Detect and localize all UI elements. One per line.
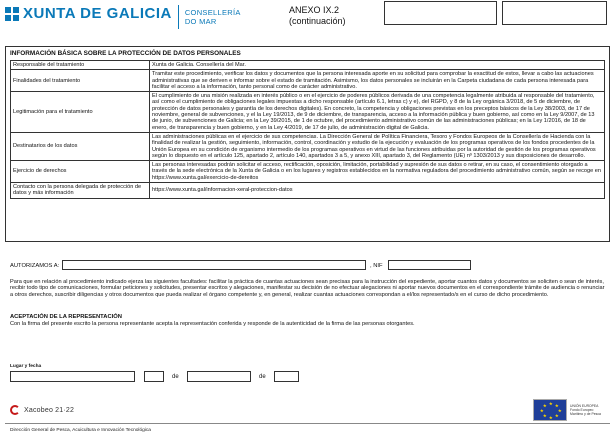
annex-label (289, 5, 346, 27)
rgpd-row-label: Destinatarios de los datos (11, 132, 150, 160)
nif-field[interactable] (388, 260, 471, 270)
xunta-emblem-icon (5, 7, 19, 21)
rgpd-row (11, 132, 605, 160)
place-field[interactable] (10, 371, 135, 382)
rgpd-row (11, 61, 605, 70)
xunta-logo (5, 5, 241, 35)
rgpd-row-label: Contacto con la persona delegada de protección de datos y más información (11, 183, 150, 199)
xacobeo-mark-icon (10, 405, 20, 415)
rgpd-row-value: https://www.xunta.gal/informacion-xeral-proteccion-datos (150, 183, 605, 199)
de-label-1: de (172, 374, 179, 380)
rgpd-row-value: Las administraciones públicas en el ejercicio de sus competencias. La Dirección General de Política Financiera, Tesoro y Fondos Europeos de la Consellería de Hacienda con la finalidad de realizar la gestión, seguimiento, información, control, coordinación y estudio de la ejecución y evaluación de los programas operativos de los fondos procedentes de la Unión Europea en su condición de organismo intermedio de los programas operativos en virtud de las funciones atribuidas por la autoridad de gestión de los programas operativos según lo dispuesto en el artículo 125, apartado 2, artículo 140, apartados 3 a 5, y anexo XIII, apartado 3, del Reglamento (UE) nº 1303/2013 y sus disposiciones de desarrollo. (150, 132, 605, 160)
rgpd-row-value: El cumplimiento de una misión realizada en interés público o en el ejercicio de poderes públicos derivada de una competencia legalmente atribuida al responsable del tratamiento, así como el cumplimiento de obligaciones legales impuestas a dicho responsable (artículo 6.1, letras c) y e), del RGPD, y 8 de la Ley orgánica 3/2018, de 5 de diciembre, de protección de datos personales y garantía de los derechos digitales). En concreto, la competencia y obligaciones previstas en los preceptos básicos de la Ley 38/2003, de 17 de noviembre, general de subvenciones, y el la Ley 19/2013, de 9 de diciembre, de transparencia, acceso a la información pública y buen gobierno, así como en la Ley 9/2007, de 13 de junio, de subvenciones de Galicia; en la Ley 39/2015, de 1 de octubre, del procedimiento administrativo común de las administraciones públicas; en la Ley 1/2016, de 18 de enero, de transparencia y buen gobierno, y en la Ley 4/2019, de 17 de julio, de administración digital de Galicia. (150, 92, 605, 133)
de-label-2: de (259, 374, 266, 380)
xacobeo-logo (10, 404, 74, 416)
eu-text-line1: UNIÓN EUROPEA (570, 403, 599, 408)
logo-name: XUNTA DE GALICIA (23, 5, 172, 22)
rgpd-row-value: Tramitar este procedimiento, verificar los datos y documentos que la persona interesada aporte en su solicitud para comprobar la exactitud de estos, llevar a cabo las actuaciones administrativas que se deriven e informar sobre el estado de tramitación. Asimismo, los datos personales se incluirán en la Carpeta ciudadana de cada persona interesada para facilitar el acceso a la información, tanto personal como de carácter administrativo. (150, 70, 605, 92)
acceptance-title: ACEPTACIÓN DE LA REPRESENTACIÓN (10, 314, 122, 320)
rgpd-row (11, 92, 605, 133)
rgpd-row-label: Finalidades del tratamiento (11, 70, 150, 92)
rgpd-row (11, 183, 605, 199)
rgpd-row-label: Responsable del tratamiento (11, 61, 150, 70)
eu-text-line2: Fondo Europeo (570, 407, 594, 412)
rgpd-row-value: Xunta de Galicia. Consellería del Mar. (150, 61, 605, 70)
authorization-paragraph: Para que en relación al procedimiento indicado ejerza las siguientes facultades: facilitar la práctica de cuantas actuaciones sean precisas para la instrucción del expediente, aportar cuantos datos y documentos se soliciten o sean de interés, recibir todo tipo de comunicaciones, formular peticiones y solicitudes, presentar escritos y alegaciones, manifestar su decisión de no efectuar alegaciones ni aportar nuevos documentos en el correspondiente trámite de audiencia o renunciar a otros derechos, suscribir diligencias y otros documentos que pueda realizar el órgano competente y, en general, realizar cuantas actuaciones correspondan a el/los representado/s en el curso de dicho procedimiento. (10, 279, 605, 298)
rgpd-row (11, 161, 605, 183)
day-field[interactable] (144, 371, 164, 382)
authorized-name-field[interactable] (62, 260, 366, 270)
annex-subtitle: (continuación) (289, 16, 346, 26)
acceptance-text: Con la firma del presente escrito la persona representante acepta la representación conferida y responde de la autenticidad de la firma de las personas otorgantes. (10, 321, 415, 327)
authorize-label: AUTORIZAMOS A: (10, 263, 60, 269)
xacobeo-text: Xacobeo 21·22 (24, 406, 75, 414)
eu-flag-icon: ★ ★ ★ ★ ★ ★ ★ ★ (533, 399, 567, 421)
nif-label: , NIF (370, 263, 383, 269)
footer-divider (5, 423, 610, 424)
logo-dept-line2: DO MAR (184, 17, 217, 26)
rgpd-table (10, 60, 605, 199)
logo-dept-line1: CONSELLERÍA (184, 8, 241, 17)
rgpd-row (11, 70, 605, 92)
eu-text-line3: Marítimo y de Pesca (570, 412, 601, 417)
logo-separator (178, 5, 179, 29)
header-box-1[interactable] (384, 1, 497, 25)
eu-logo (533, 398, 611, 422)
place-date-label: Lugar y fecha (10, 364, 42, 369)
rgpd-row-value: Las personas interesadas podrán solicitar el acceso, rectificación, oposición, limitación, portabilidad y supresión de sus datos o retirar, en su caso, el consentimiento otorgado a través de la sede electrónica de la Xunta de Galicia o en los lugares y registros establecidos en la normativa reguladora del procedimiento administrativo común, según se recoge en https://www.xunta.gal/exercicio-de-dereitos (150, 161, 605, 183)
header-box-2[interactable] (502, 1, 607, 25)
eu-fund-text (570, 404, 601, 417)
footer-direction: Dirección General de Pesca, Acuicultura e Innovación Tecnológica (10, 428, 151, 433)
rgpd-row-label: Legitimación para el tratamiento (11, 92, 150, 133)
year-field[interactable] (274, 371, 299, 382)
rgpd-title: INFORMACIÓN BÁSICA SOBRE LA PROTECCIÓN DE DATOS PERSONALES (10, 50, 241, 57)
annex-title: ANEXO IX.2 (289, 5, 340, 15)
logo-department (185, 8, 241, 26)
rgpd-row-label: Ejercicio de derechos (11, 161, 150, 183)
month-field[interactable] (187, 371, 251, 382)
